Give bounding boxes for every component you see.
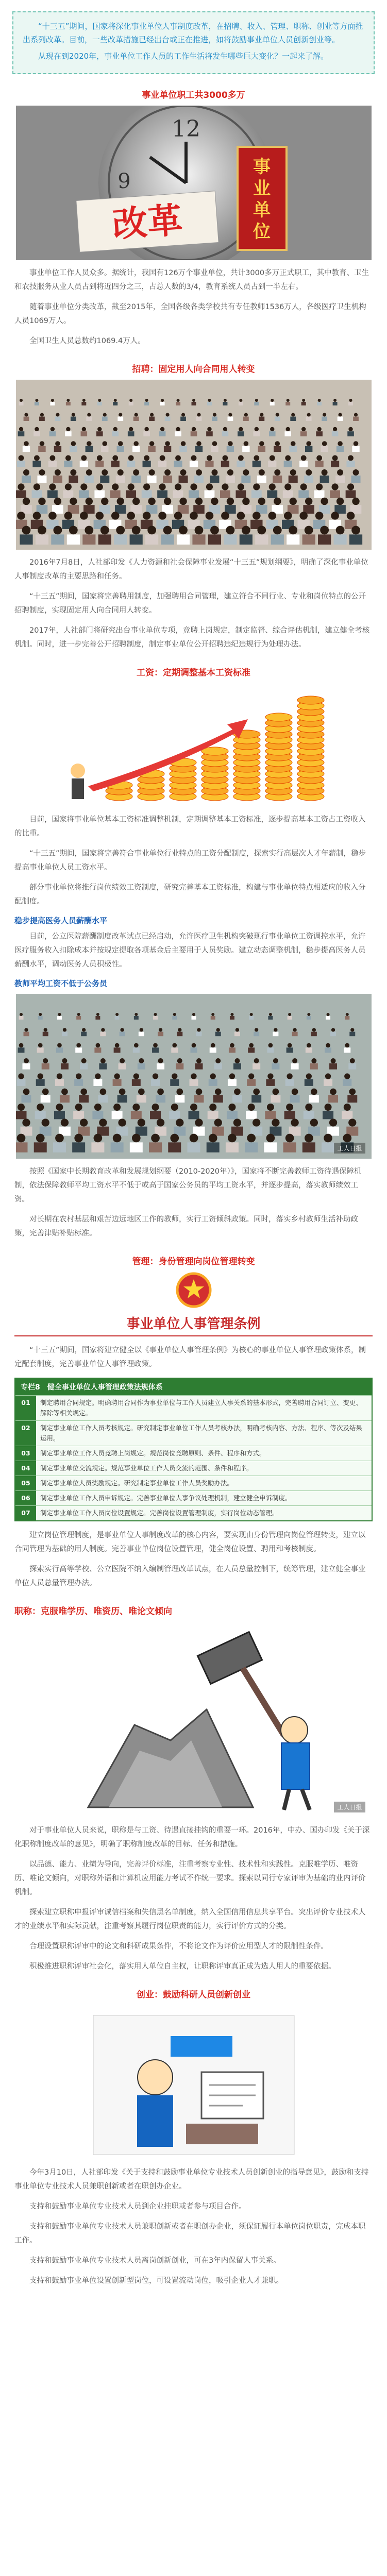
row-number: 04	[15, 1461, 36, 1476]
body-paragraph: 对长期在农村基层和艰苦边远地区工作的教师，实行工资倾斜政策。同时，落实乡村教师生活补助政策，完善津贴补贴标准。	[14, 1215, 358, 1238]
row-text: 制定事业单位人员奖励规定。研究制定事业单位工作人员奖励办法。	[36, 1476, 372, 1490]
body-paragraph: 探索实行高等学校、公立医院不纳入编制管理改革试点，在人员总量控制下，统筹管理，建立健全事业单位人员总量管理办法。	[14, 1565, 366, 1587]
section-heading: 招聘：固定用人向合同用人转变	[132, 364, 255, 375]
table-row	[15, 1490, 372, 1505]
body-paragraph: 支持和鼓励事业单位专业技术人员兼职创新或者在职创办企业，须保证履行本单位岗位职责，完成本职工作。	[14, 2223, 366, 2245]
svg-text:单: 单	[253, 200, 271, 221]
body-paragraph: 目前，国家将事业单位基本工资标准调整机制，定期调整基本工资标准，逐步提高基本工资占工资收入的比重。	[14, 816, 366, 838]
national-emblem	[0, 1272, 387, 1310]
row-text: 制定事业单位工作人员岗位设置规定。完善岗位设置管理制度，实行岗位动态管理。	[36, 1506, 372, 1520]
subheading: 教师平均工资不低于公务员	[14, 979, 108, 988]
photo-caption: 工人日报	[334, 1143, 365, 1154]
body-paragraph: 2016年7月8日，人社部印发《人力资源和社会保障事业发展“十三五”规划纲要》，明确了深化事业单位人事制度改革的主要思路和任务。	[14, 558, 368, 581]
subheading: 稳步提高医务人员薪酬水平	[14, 916, 108, 925]
svg-text:9: 9	[117, 170, 131, 193]
body-paragraph: 支持和鼓励事业单位专业技术人员到企业挂职或者参与项目合作。	[29, 2202, 246, 2211]
table-title: 专栏8 健全事业单位人事管理政策法规体系	[15, 1379, 372, 1395]
exam-hall-photo	[16, 380, 372, 550]
svg-text:位: 位	[253, 222, 271, 242]
body-paragraph: 合理设置职称评审中的论文和科研成果条件，不将论文作为评价应用型人才的限制性条件。	[29, 1942, 328, 1951]
hammer-cartoon	[16, 1622, 372, 1818]
body-paragraph: 积极推进职称评审社会化，落实用人单位自主权，让职称评审真正成为选人用人的重要依据。	[29, 1962, 336, 1971]
exam-room-photo	[16, 994, 372, 1159]
section-heading: 职称：克服唯学历、唯资历、唯论文倾向	[14, 1606, 172, 1617]
svg-text:改革: 改革	[111, 199, 184, 246]
row-number: 06	[15, 1491, 36, 1505]
table-row	[15, 1420, 372, 1446]
intro-paragraph: 从现在到2020年，事业单位工作人员的工作生活将发生哪些巨大变化？一起来了解。	[38, 52, 329, 61]
row-text: 制定事业单位工作人员竞聘上岗规定。规范岗位竞聘原则、条件、程序和方式。	[36, 1446, 372, 1461]
section-heading: 创业：鼓励科研人员创新创业	[137, 1990, 250, 2000]
body-paragraph: 今年3月10日，人社部印发《关于支持和鼓励事业单位专业技术人员创新创业的指导意见》，鼓励和支持事业单位专业技术人员兼职创新或者在职创办企业。	[14, 2168, 369, 2191]
body-paragraph: “十三五”期间，国家将建立健全以《事业单位人事管理条例》为核心的事业单位人事管理政策体系，制定配套制度，完善事业单位人事管理政策。	[14, 1346, 366, 1368]
policy-table	[14, 1378, 373, 1521]
row-number: 03	[15, 1446, 36, 1461]
row-text: 制定事业单位交流规定。规范事业单位工作人员交流的范围、条件和程序。	[36, 1461, 372, 1476]
row-text: 制定聘用合同规定。明确聘用合同作为事业单位与工作人员建立人事关系的基本形式，完善聘用合同订立、变更、解除等相关规定。	[36, 1396, 372, 1420]
coins-growth-illustration	[16, 683, 372, 807]
body-paragraph: 全国卫生人员总数约1069.4万人。	[29, 337, 145, 345]
photo-caption: 工人日报	[334, 1802, 365, 1812]
reform-photo	[16, 106, 372, 260]
researcher-cartoon	[16, 2005, 372, 2160]
body-paragraph: 部分事业单位将推行岗位绩效工资制度，研究完善基本工资标准，构建与事业单位特点相适应的收入分配制度。	[14, 884, 366, 906]
body-paragraph: 事业单位工作人员众多。据统计，我国有126万个事业单位，共计3000多万正式职工，其中教育、卫生和农技服务从业人员占到将近四分之三，占总人数的3/4，教育系统人员占到一半左右。	[14, 269, 369, 291]
row-number: 07	[15, 1506, 36, 1520]
intro-box	[12, 11, 375, 74]
row-number: 01	[15, 1396, 36, 1420]
table-row	[15, 1395, 372, 1420]
section-heading: 工资：定期调整基本工资标准	[137, 668, 250, 678]
article-page	[0, 11, 387, 2576]
regulation-title: 事业单位人事管理条例	[126, 1316, 261, 1332]
row-text: 制定事业单位工作人员申诉规定。完善事业单位人事争议处理机制，建立健全申诉制度。	[36, 1491, 372, 1505]
red-divider	[14, 1335, 373, 1336]
row-number: 02	[15, 1421, 36, 1446]
table-row	[15, 1505, 372, 1520]
table-row	[15, 1476, 372, 1490]
row-number: 05	[15, 1476, 36, 1490]
body-paragraph: “十三五”期间，国家将完善符合事业单位行业特点的工资分配制度，探索实行高层次人才年薪制，稳步提高事业单位人员工资水平。	[14, 850, 366, 872]
table-row	[15, 1461, 372, 1476]
body-paragraph: 支持和鼓励事业单位设置创新型岗位，可设置流动岗位，吸引企业人才兼职。	[29, 2277, 283, 2285]
svg-text:事: 事	[253, 157, 271, 177]
section-heading: 管理：身份管理向岗位管理转变	[132, 1257, 255, 1267]
body-paragraph: “十三五”期间，国家将完善聘用制度，加强聘用合同管理，建立符合不同行业、专业和岗位特点的公开招聘制度，实现固定用人向合同用人转变。	[14, 592, 366, 615]
svg-text:业: 业	[253, 178, 271, 199]
body-paragraph: 探索建立职称申报评审诚信档案和失信黑名单制度，纳入全国信用信息共享平台。突出评价专业技术人才的业绩水平和实际贡献，注重考察其履行岗位职责的能力，实行评价方式的分类。	[14, 1908, 366, 1930]
body-paragraph: 建立岗位管理制度，是事业单位人事制度改革的核心内容，要实现由身份管理向岗位管理转变，建立以合同管理为基础的用人制度。完善事业单位岗位设置管理，健全岗位设置、聘用和考核制度。	[14, 1531, 366, 1553]
section-heading: 事业单位职工共3000多万	[142, 90, 245, 100]
body-paragraph: 目前，公立医院薪酬制度改革试点已经启动，允许医疗卫生机构突破现行事业单位工资调控水平，允许医疗服务收入扣除成本并按规定提取各项基金后主要用于人员奖励。建立动态调整机制，稳步提高医务人员薪酬水平，调动医务人员积极性。	[14, 933, 366, 969]
svg-text:12: 12	[171, 116, 200, 142]
body-paragraph: 以品德、能力、业绩为导向，完善评价标准，注重考察专业性、技术性和实践性。克服唯学历、唯资历、唯论文倾向，对职称外语和计算机应用能力考试不作统一要求。探索以同行专家评审为基础的业内评价机制。	[14, 1860, 366, 1896]
body-paragraph: 随着事业单位分类改革，截至2015年，全国各级各类学校共有专任教师1536万人，各级医疗卫生机构人员1069万人。	[14, 303, 366, 325]
row-text: 制定事业单位工作人员考核规定。研究制定事业单位工作人员考核办法，明确考核内容、方法、程序、等次及结果运用。	[36, 1421, 372, 1446]
body-paragraph: 2017年，人社部门将研究出台事业单位专项，竞聘上岗规定，制定监督、综合评估机制，建立健全考核机制。同时，进一步完善公开招聘制度，制定事业单位公开招聘违纪违规行为处理办法。	[14, 626, 370, 649]
body-paragraph: 对于事业单位人员来说，职称是与工资、待遇直接挂钩的重要一环。2016年，中办、国办印发《关于深化职称制度改革的意见》，明确了职称制度改革的目标、任务和措施。	[14, 1826, 370, 1849]
body-paragraph: 支持和鼓励事业单位专业技术人员离岗创新创业，可在3年内保留人事关系。	[29, 2257, 281, 2265]
table-row	[15, 1446, 372, 1461]
body-paragraph: 按照《国家中长期教育改革和发展规划纲要（2010-2020年）》，国家将不断完善教师工资待遇保障机制，依法保障教师平均工资水平不低于或高于国家公务员的平均工资水平，并逐步提高，落实教师绩效工资。	[14, 1167, 362, 1204]
intro-paragraph: “十三五”期间，国家将深化事业单位人事制度改革，在招聘、收入、管理、职称、创业等方面推出系列改革。目前，一些改革措施已经出台或正在推进，如将鼓励事业单位人员创新创业等。	[23, 22, 363, 44]
